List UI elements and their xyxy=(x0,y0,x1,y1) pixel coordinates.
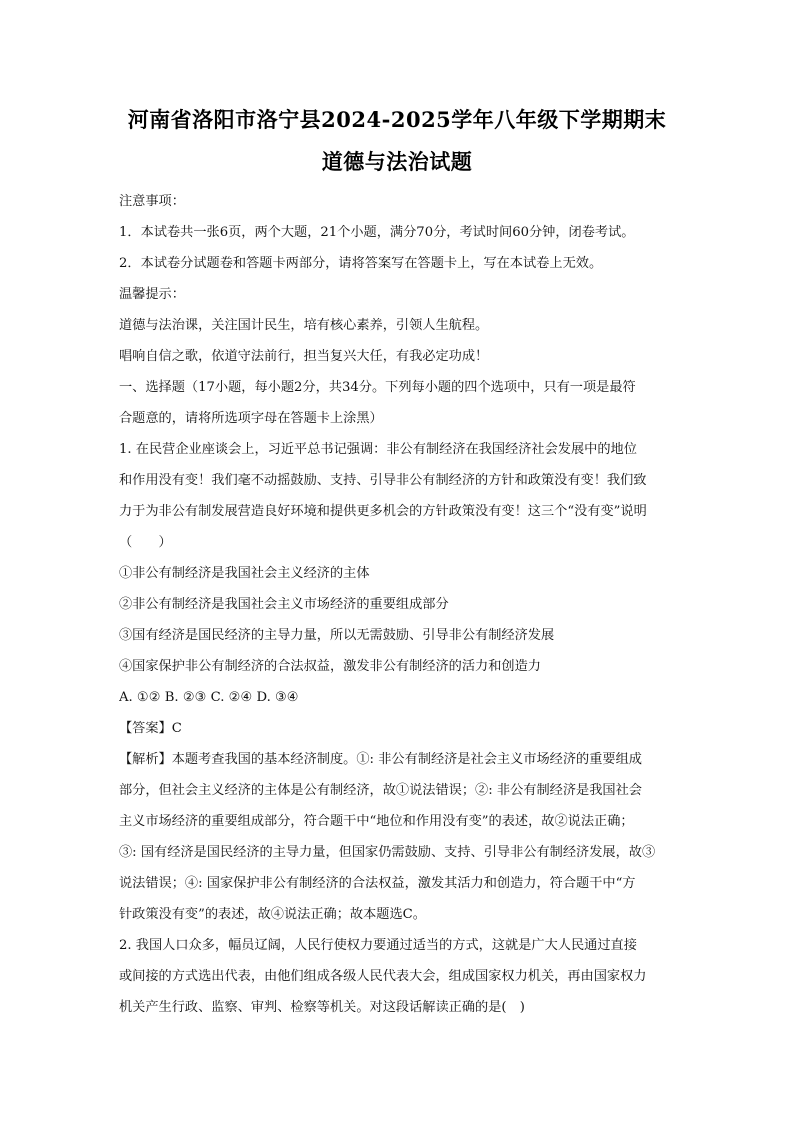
notice-item-2: 2．本试卷分试题卷和答题卡两部分，请将答案写在答题卡上，写在本试卷上无效。 xyxy=(119,256,603,271)
exam-title-line2: 道德与法治试题 xyxy=(321,149,473,174)
notice-item-1: 1．本试卷共一张6页，两个大题，21个小题，满分70分，考试时间60分钟，闭卷考试。 xyxy=(119,225,635,240)
q1-option-4: ④国家保护非公有制经济的合法叔益，激发非公有制经济的活力和创造力 xyxy=(119,659,541,674)
q2-stem-line2: 或间接的方式选出代表，由他们组成各级人民代表大会，组成国家权力机关，再由国家权力 xyxy=(119,969,647,984)
q1-analysis-line3: 主义市场经济的重要组成部分，符合题干中“地位和作用没有变”的表述，故②说法正确； xyxy=(119,814,634,829)
q1-stem-line3: 力于为非公有制发展营造良好环境和提供更多机会的方针政策没有变！这三个“没有变”说明 xyxy=(119,504,647,519)
q1-option-3: ③国有经济是国民经济的主导力量，所以无需鼓励、引导非公有制经济发展 xyxy=(119,628,555,643)
exam-title-line1: 河南省洛阳市洛宁县2024-2025学年八年级下学期期末 xyxy=(127,107,667,132)
q1-option-1: ①非公有制经济是我国社会主义经济的主体 xyxy=(119,566,370,581)
tips-line-1: 道德与法治课，关注国计民生，培有核心素养，引领人生航程。 xyxy=(119,318,489,333)
q1-analysis-line6: 针政策没有变”的表述，故④说法正确；故本题选C。 xyxy=(119,907,426,922)
q2-stem-line3: 机关产生行政、监察、审判、检察等机关。对这段话解读正确的是( ) xyxy=(119,1000,525,1015)
q1-stem-line1: 1. 在民营企业座谈会上，习近平总书记强调：非公有制经济在我国经济社会发展中的地位 xyxy=(119,442,637,457)
notice-heading: 注意事项： xyxy=(119,194,185,209)
q1-stem-line2: 和作用没有变！我们毫不动摇鼓励、支持、引导非公有制经济的方针和政策没有变！我们致 xyxy=(119,473,647,488)
q1-answer: 【答案】C xyxy=(119,721,182,736)
section1-instruction-line2: 合题意的，请将所选项字母在答题卡上涂黑） xyxy=(119,411,383,426)
q2-stem-line1: 2. 我国人口众多，幅员辽阔，人民行使权力要通过适当的方式，这就是广大人民通过直接 xyxy=(119,938,637,953)
section1-instruction-line1: 一、选择题（17小题，每小题2分，共34分。下列每小题的四个选项中，只有一项是最符 xyxy=(119,380,636,395)
exam-body xyxy=(119,186,689,1023)
q1-option-2: ②非公有制经济是我国社会主义市场经济的重要组成部分 xyxy=(119,597,449,612)
q1-choices: A. ①② B. ②③ C. ②④ D. ③④ xyxy=(119,690,299,705)
tips-line-2: 唱响自信之歌，依道守法前行，担当复兴大任，有我必定功成！ xyxy=(119,349,489,364)
q1-analysis-line5: 说法错误；④: 国家保护非公有制经济的合法权益，激发其活力和创造力，符合题干中“方 xyxy=(119,876,636,891)
tips-heading: 温馨提示： xyxy=(119,287,185,302)
q1-analysis-line2: 部分，但社会主义经济的主体是公有制经济，故①说法错误；②: 非公有制经济是我国社会 xyxy=(119,783,642,798)
q1-stem-line4: （ ） xyxy=(119,535,172,550)
q1-analysis-line1: 【解析】本题考查我国的基本经济制度。①: 非公有制经济是社会主义市场经济的重要组成 xyxy=(119,752,642,767)
q1-analysis-line4: ③: 国有经济是国民经济的主导力量，但国家仍需鼓励、支持、引导非公有制经济发展，故③ xyxy=(119,845,656,860)
